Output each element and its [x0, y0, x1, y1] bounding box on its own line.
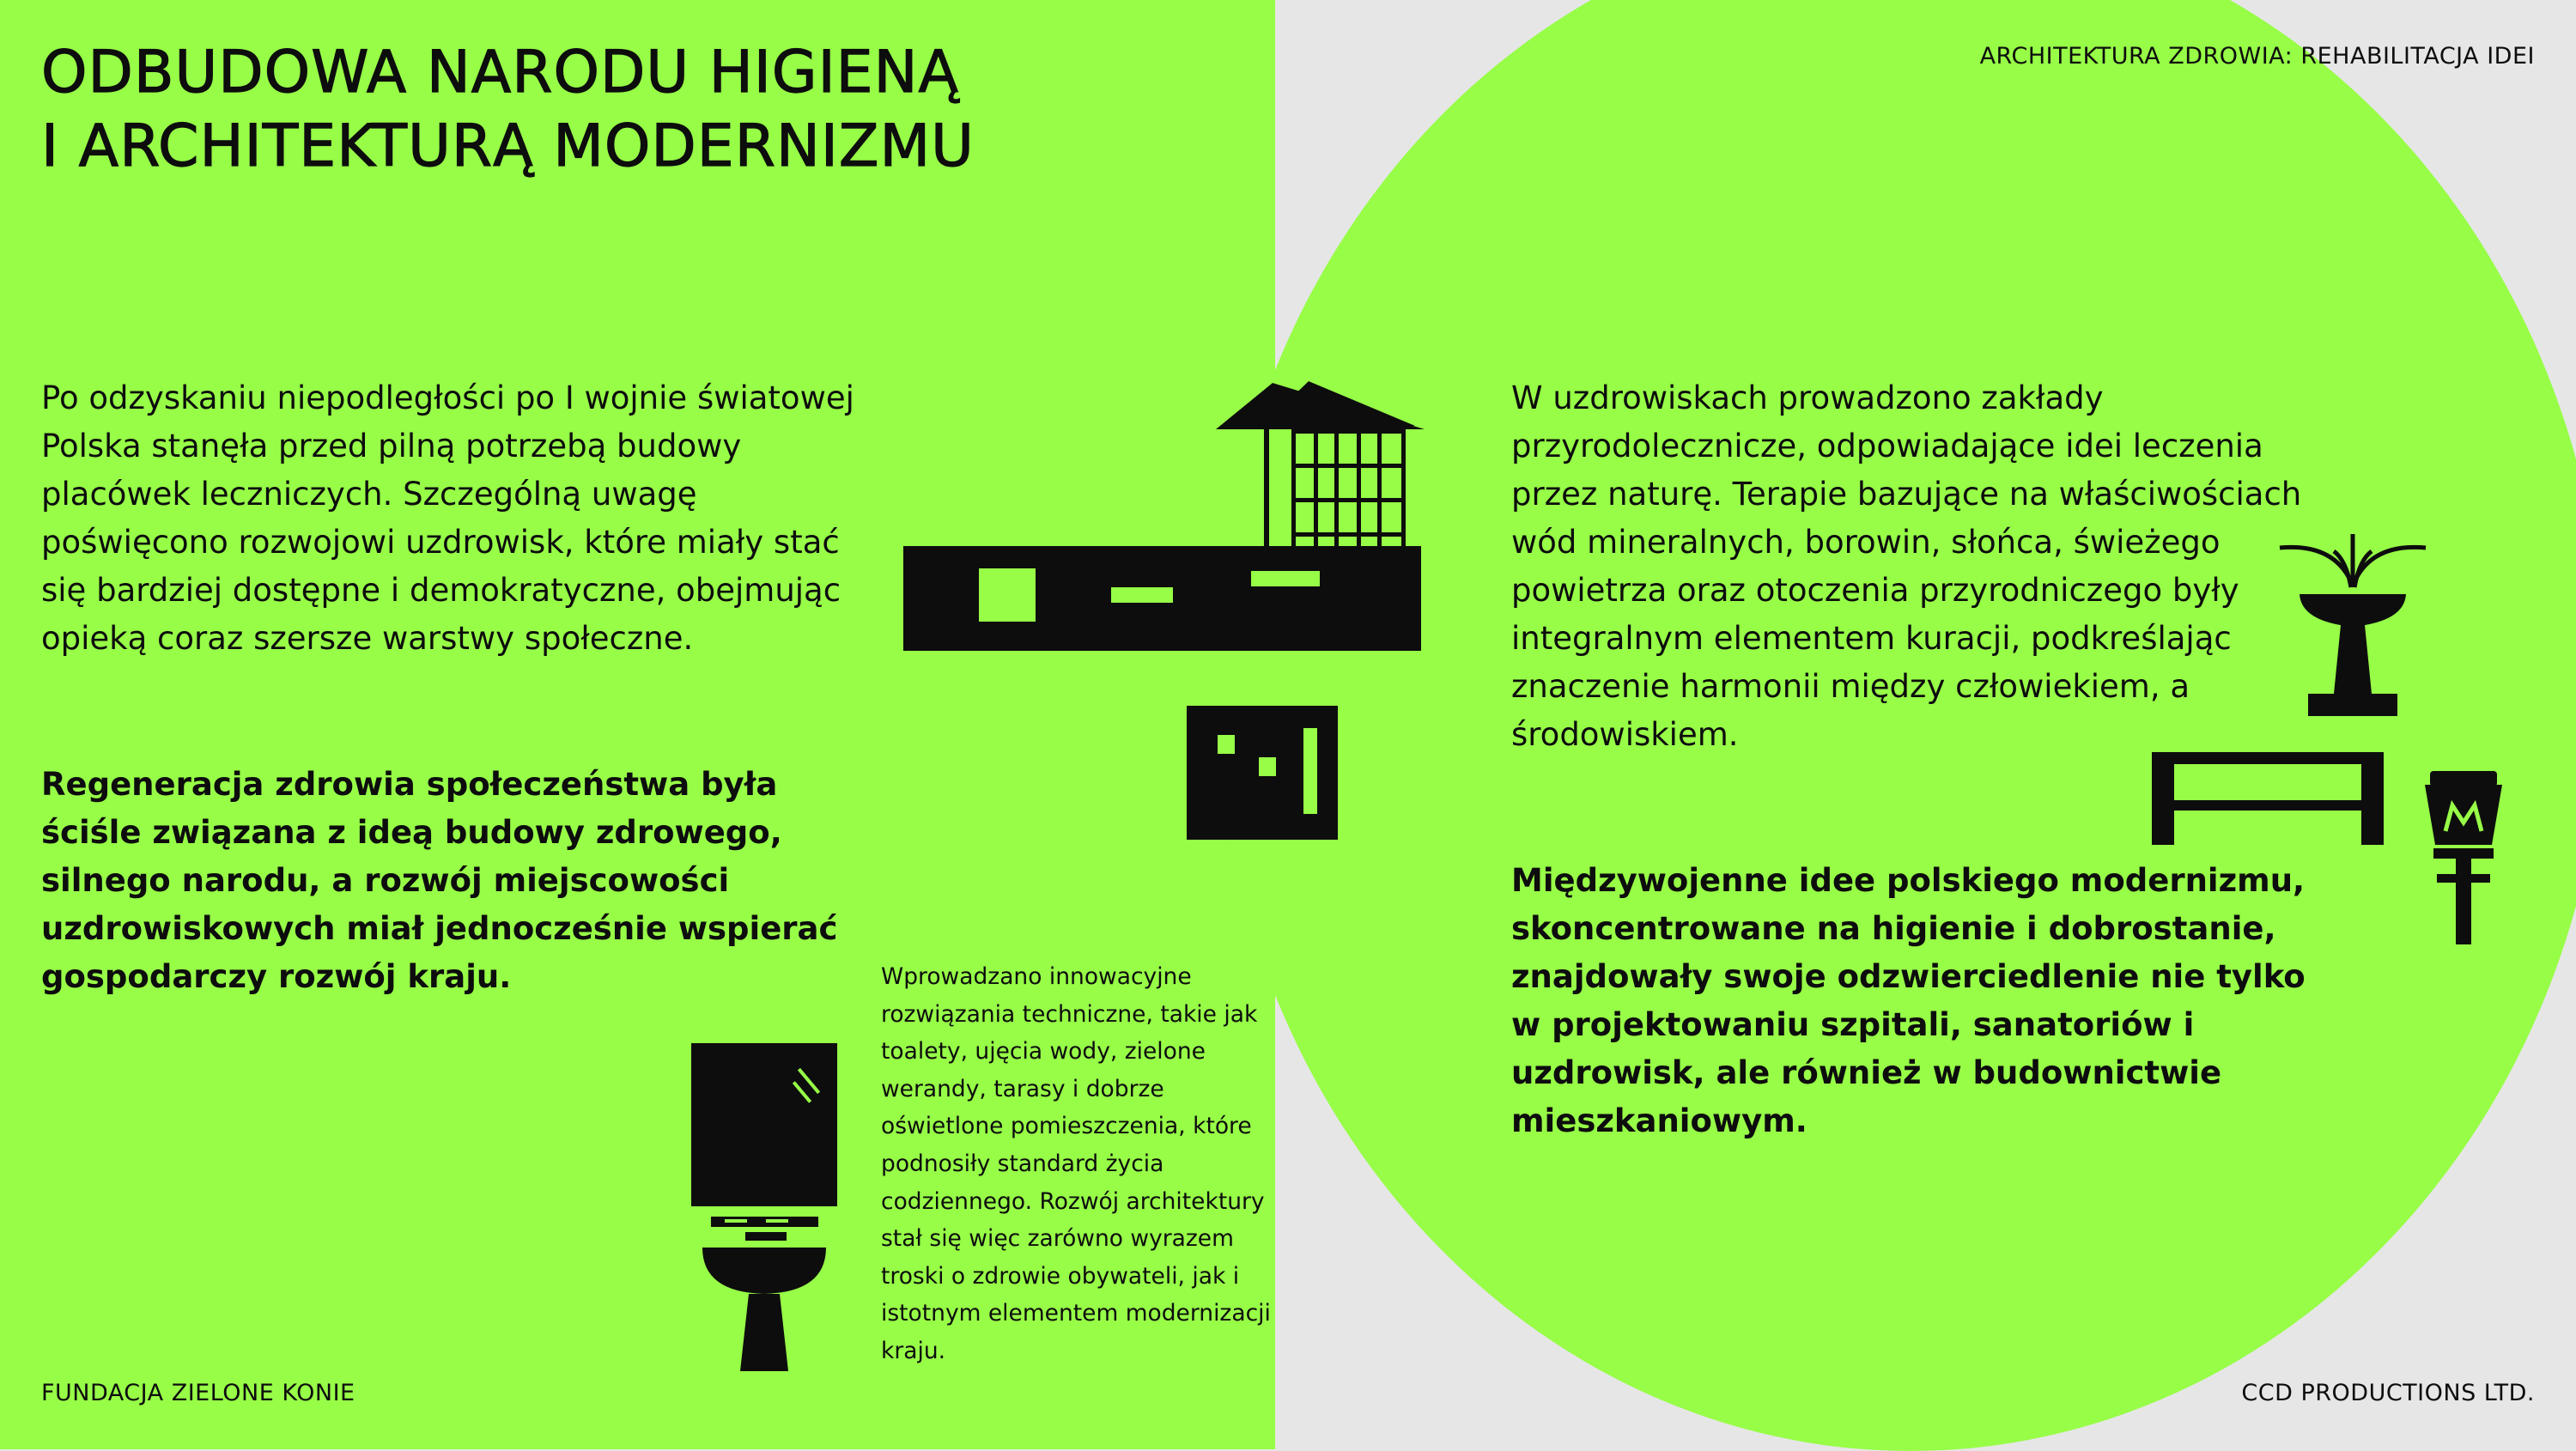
right-bold-paragraph: Międzywojenne idee polskiego modernizmu, skoncentrowane na higienie i dobrostanie, znajdowały swoje odzwierciedlenie nie tylko w projektowaniu szpitali, sanatoriów i uzdrowisk, ale również w budownictwie mieszkaniowym. [1511, 862, 2306, 1139]
modernist-building-icon [903, 378, 1427, 653]
page-title-line-2: I ARCHITEKTURĄ MODERNIZMU [41, 112, 975, 180]
window-block-icon [1187, 706, 1338, 840]
middle-small-paragraph: Wprowadzano innowacyjne rozwiązania techniczne, takie jak toalety, ujęcia wody, zielone werandy, tarasy i dobrze oświetlone pomieszczenia, które podnosiły standard życia codziennego. Rozwój architektury stał się więc zarówno wyrazem troski o zdrowie obywateli, jak i istotnym elementem modernizacji kraju. [881, 963, 1271, 1364]
footer-right-credit: CCD PRODUCTIONS LTD. [2241, 1380, 2535, 1406]
left-bold-paragraph: Regeneracja zdrowia społeczeństwa była ściśle związana z ideą budowy zdrowego, silnego narodu, a rozwój miejscowości uzdrowiskowych miał jednocześnie wspierać gospodarczy rozwój kraju. [41, 766, 838, 995]
footer-left-credit: FUNDACJA ZIELONE KONIE [41, 1380, 355, 1406]
bench-icon [2152, 752, 2384, 845]
page-title [41, 36, 975, 184]
mirror-and-sink-icon [687, 1043, 841, 1374]
page-title-line-1: ODBUDOWA NARODU HIGIENĄ [41, 39, 960, 106]
series-title: ARCHITEKTURA ZDROWIA: REHABILITACJA IDEI [1979, 43, 2535, 70]
street-lamp-icon [2416, 766, 2511, 946]
fountain-icon [2275, 525, 2430, 719]
left-intro-paragraph: Po odzyskaniu niepodległości po I wojnie światowej Polska stanęła przed pilną potrzebą budowy placówek leczniczych. Szczególną uwagę poświęcono rozwojowi uzdrowisk, które miały stać się bardziej dostępne i demokratyczne, obejmując opieką coraz szersze warstwy społeczne. [41, 379, 854, 657]
right-intro-paragraph: W uzdrowiskach prowadzono zakłady przyrodolecznicze, odpowiadające idei leczenia przez naturę. Terapie bazujące na właściwościach wód mineralnych, borowin, słońca, świeżego powietrza oraz otoczenia przyrodniczego były integralnym elementem kuracji, podkreślając znaczenie harmonii między człowiekiem, a środowiskiem. [1511, 379, 2302, 753]
